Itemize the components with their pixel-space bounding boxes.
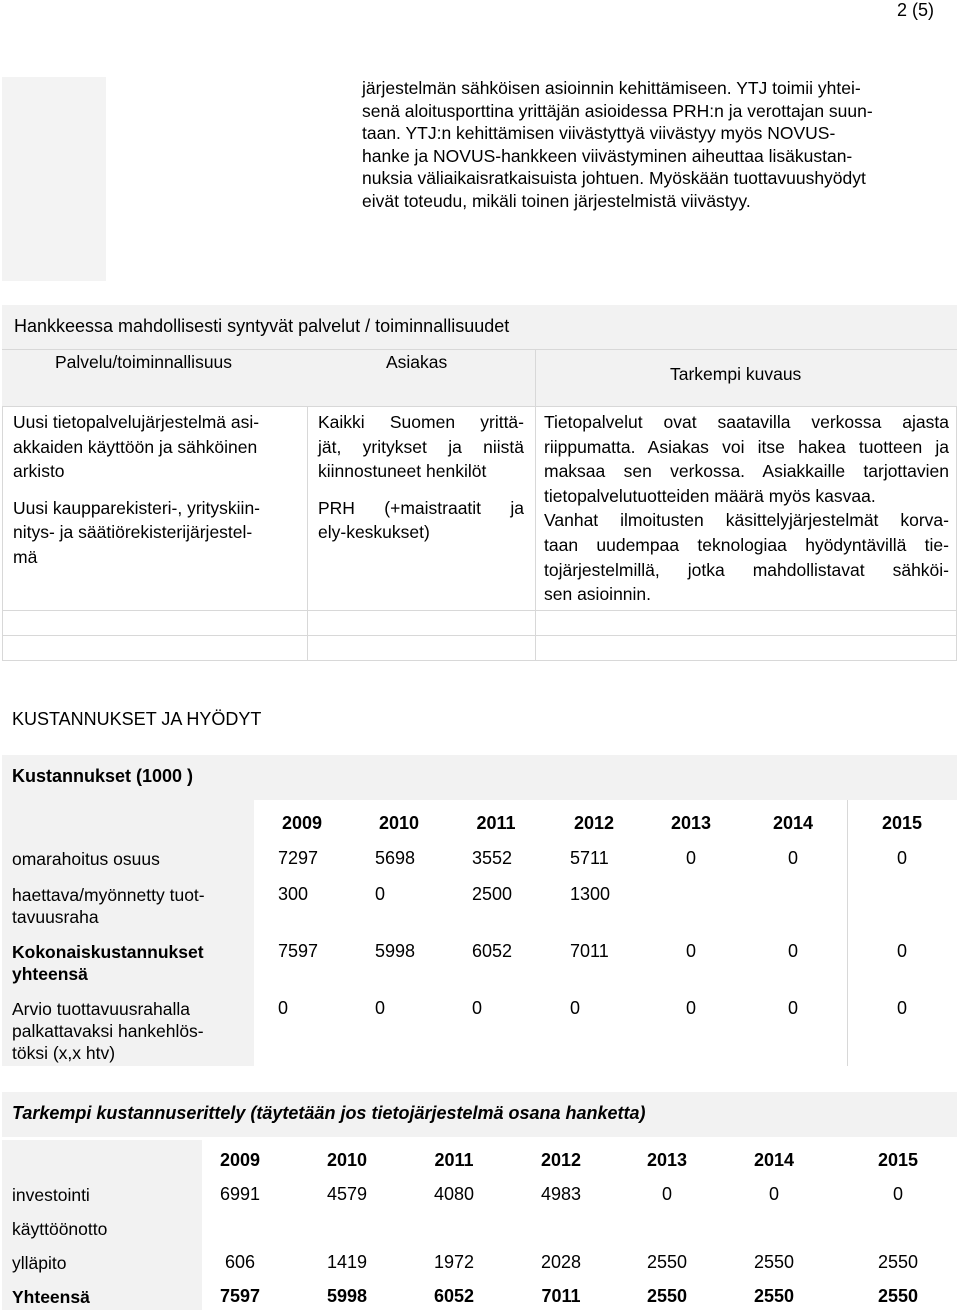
- cost-value: 0: [685, 848, 696, 868]
- detail-year-header: 2013: [646, 1150, 688, 1170]
- margin-box: [2, 77, 106, 281]
- cost-value: 0: [472, 998, 483, 1018]
- intro-line: järjestelmän sähköisen asioinnin kehittämiseen. YTJ toimii yhtei-: [362, 78, 861, 98]
- detail-value: 1419: [326, 1252, 368, 1272]
- description-line: riippumatta. Asiakas voi itse hakea tuotteen ja: [544, 436, 949, 457]
- detail-value: 4983: [540, 1184, 582, 1204]
- customer-line: kiinnostuneet henkilöt: [318, 461, 487, 482]
- detail-value: 6052: [433, 1286, 475, 1306]
- description-line: Vanhat ilmoitusten käsittelyjärjestelmät korva-: [544, 510, 949, 531]
- cost-label-line: haettava/myönnetty tuot-: [12, 885, 205, 905]
- column-divider: [847, 800, 848, 1066]
- cost-value: 6052: [472, 941, 513, 961]
- detail-value: 2550: [877, 1252, 919, 1272]
- cost-value: 5998: [375, 941, 416, 961]
- column-divider: [535, 406, 536, 661]
- customer-line: ely-keskukset): [318, 522, 430, 543]
- cost-year-header: 2010: [378, 813, 420, 833]
- cost-value: 0: [787, 848, 798, 868]
- description-cell: [544, 410, 949, 607]
- cost-year-header: 2012: [573, 813, 615, 833]
- cost-row-label: [12, 998, 252, 1064]
- detail-value: 0: [892, 1184, 903, 1204]
- cost-label-line: yhteensä: [12, 964, 88, 984]
- cost-value: 0: [896, 998, 907, 1018]
- detail-year-header: 2009: [219, 1150, 261, 1170]
- detail-value: 7011: [541, 1286, 581, 1306]
- service-line: Uusi kaupparekisteri-, yrityskiin-: [13, 497, 261, 518]
- cost-value: 0: [278, 998, 289, 1018]
- row-divider: [2, 635, 957, 636]
- cost-value: 7011: [570, 941, 609, 961]
- detail-heading: Tarkempi kustannuserittely (täytetään jos tietojärjestelmä osana hanketta): [12, 1103, 646, 1123]
- cost-year-header: 2013: [670, 813, 712, 833]
- detail-year-header: 2011: [434, 1150, 474, 1170]
- row-divider: [2, 610, 957, 611]
- detail-row-label: investointi: [12, 1185, 90, 1205]
- cost-value: 1300: [570, 884, 611, 904]
- cost-value: 5698: [375, 848, 416, 868]
- detail-row-label: käyttöönotto: [12, 1219, 108, 1239]
- cost-value: 0: [896, 941, 907, 961]
- services-title-bar: [2, 305, 957, 350]
- costs-subheading-bar: [2, 755, 957, 800]
- detail-year-header: 2014: [753, 1150, 795, 1170]
- customer-line: PRH (+maistraatit ja: [318, 497, 524, 518]
- cost-year-header: 2015: [881, 813, 923, 833]
- cost-label-line: Arvio tuottavuusrahalla: [12, 999, 191, 1019]
- cost-row-label: [12, 884, 252, 928]
- detail-value: 5998: [326, 1286, 368, 1306]
- page-number: 2 (5): [896, 0, 934, 20]
- intro-line: senä aloitusporttina yrittäjän asioidessa PRH:n ja verottajan suun-: [362, 100, 873, 121]
- intro-paragraph: [362, 77, 952, 213]
- service-line: akkaiden käyttöön ja sähköinen: [13, 436, 258, 457]
- cost-row-label: [12, 941, 252, 985]
- detail-value: 2550: [753, 1252, 795, 1272]
- cost-label-line: töksi (x,x htv): [12, 1043, 116, 1063]
- detail-value: 2028: [540, 1252, 582, 1272]
- cost-value: 0: [685, 998, 696, 1018]
- description-line: tietopalvelutuotteiden määrä myös kasvaa.: [544, 485, 876, 506]
- cost-value: 0: [787, 998, 798, 1018]
- service-line: arkisto: [13, 461, 65, 482]
- detail-value: 7597: [219, 1286, 261, 1306]
- intro-line: eivät toteudu, mikäli toinen järjestelmistä viivästyy.: [362, 190, 751, 211]
- cost-label-line: Kokonaiskustannukset: [12, 942, 204, 962]
- cost-value: 0: [570, 998, 581, 1018]
- cost-value: 5711: [570, 848, 609, 868]
- detail-year-header: 2010: [326, 1150, 368, 1170]
- customer-line: jät, yritykset ja niistä: [318, 436, 524, 457]
- description-line: taan uudempaa teknologiaa hyödyntävillä tie-: [544, 534, 949, 555]
- cost-value: 3552: [472, 848, 513, 868]
- cost-year-header: 2011: [476, 813, 516, 833]
- cost-label-line: palkattavaksi hankehlös-: [12, 1021, 204, 1041]
- cost-value: 0: [375, 884, 386, 904]
- service-cell: [13, 410, 293, 570]
- cost-value: 0: [896, 848, 907, 868]
- detail-value: 1972: [433, 1252, 475, 1272]
- detail-value: 2550: [646, 1286, 688, 1306]
- cost-value: 7597: [278, 941, 319, 961]
- header-customer: Asiakas: [386, 352, 448, 372]
- intro-line: nuksia väliaikaisratkaisuista johtuen. Myöskään tuottavuushyödyt: [362, 168, 866, 189]
- column-divider: [307, 406, 308, 661]
- costs-subheading: Kustannukset (1000 ): [12, 766, 194, 786]
- detail-value: 4080: [433, 1184, 475, 1204]
- costs-heading: KUSTANNUKSET JA HYÖDYT: [12, 709, 262, 729]
- header-description: Tarkempi kuvaus: [670, 364, 802, 384]
- intro-line: taan. YTJ:n kehittämisen viivästyttyä viivästyy myös NOVUS-: [362, 123, 836, 144]
- cost-value: 0: [375, 998, 386, 1018]
- detail-value: 2550: [753, 1286, 795, 1306]
- customer-cell: [318, 410, 524, 545]
- cost-value: 300: [278, 884, 309, 904]
- cost-label-line: tavuusraha: [12, 907, 99, 927]
- column-divider: [535, 350, 536, 406]
- description-line: Tietopalvelut ovat saatavilla verkossa ajasta: [544, 412, 949, 432]
- service-line: mä: [13, 546, 38, 567]
- description-line: tojärjestelmillä, jotka mahdollistavat sähköi-: [544, 559, 949, 580]
- cost-label-line: omarahoitus osuus: [12, 849, 160, 869]
- detail-value: 2550: [877, 1286, 919, 1306]
- cost-value: 0: [685, 941, 696, 961]
- detail-year-header: 2012: [540, 1150, 582, 1170]
- detail-year-header: 2015: [877, 1150, 919, 1170]
- service-line: nitys- ja säätiörekisterijärjestel-: [13, 522, 253, 543]
- header-service: Palvelu/toiminnallisuus: [55, 352, 233, 372]
- cost-year-header: 2014: [772, 813, 814, 833]
- detail-heading-bar: [2, 1092, 957, 1137]
- description-line: maksaa sen verkossa. Asiakkaille tarjottavien: [544, 461, 949, 482]
- detail-value: 2550: [646, 1252, 688, 1272]
- detail-value: 0: [661, 1184, 672, 1204]
- description-line: sen asioinnin.: [544, 584, 652, 605]
- cost-value: 2500: [472, 884, 513, 904]
- intro-line: hanke ja NOVUS-hankkeen viivästyminen aiheuttaa lisäkustan-: [362, 145, 853, 166]
- detail-row-label: ylläpito: [12, 1253, 67, 1273]
- cost-value: 0: [787, 941, 798, 961]
- detail-row-label: Yhteensä: [12, 1287, 90, 1307]
- detail-value: 4579: [326, 1184, 368, 1204]
- services-title: Hankkeessa mahdollisesti syntyvät palvelut / toiminnallisuudet: [14, 316, 510, 336]
- detail-value: 606: [224, 1252, 256, 1272]
- cost-value: 7297: [278, 848, 319, 868]
- cost-row-label: [12, 848, 252, 870]
- customer-line: Kaikki Suomen yrittä-: [318, 412, 524, 432]
- cost-year-header: 2009: [281, 813, 323, 833]
- detail-value: 0: [768, 1184, 779, 1204]
- detail-value: 6991: [219, 1184, 261, 1204]
- service-line: Uusi tietopalvelujärjestelmä asi-: [13, 412, 260, 432]
